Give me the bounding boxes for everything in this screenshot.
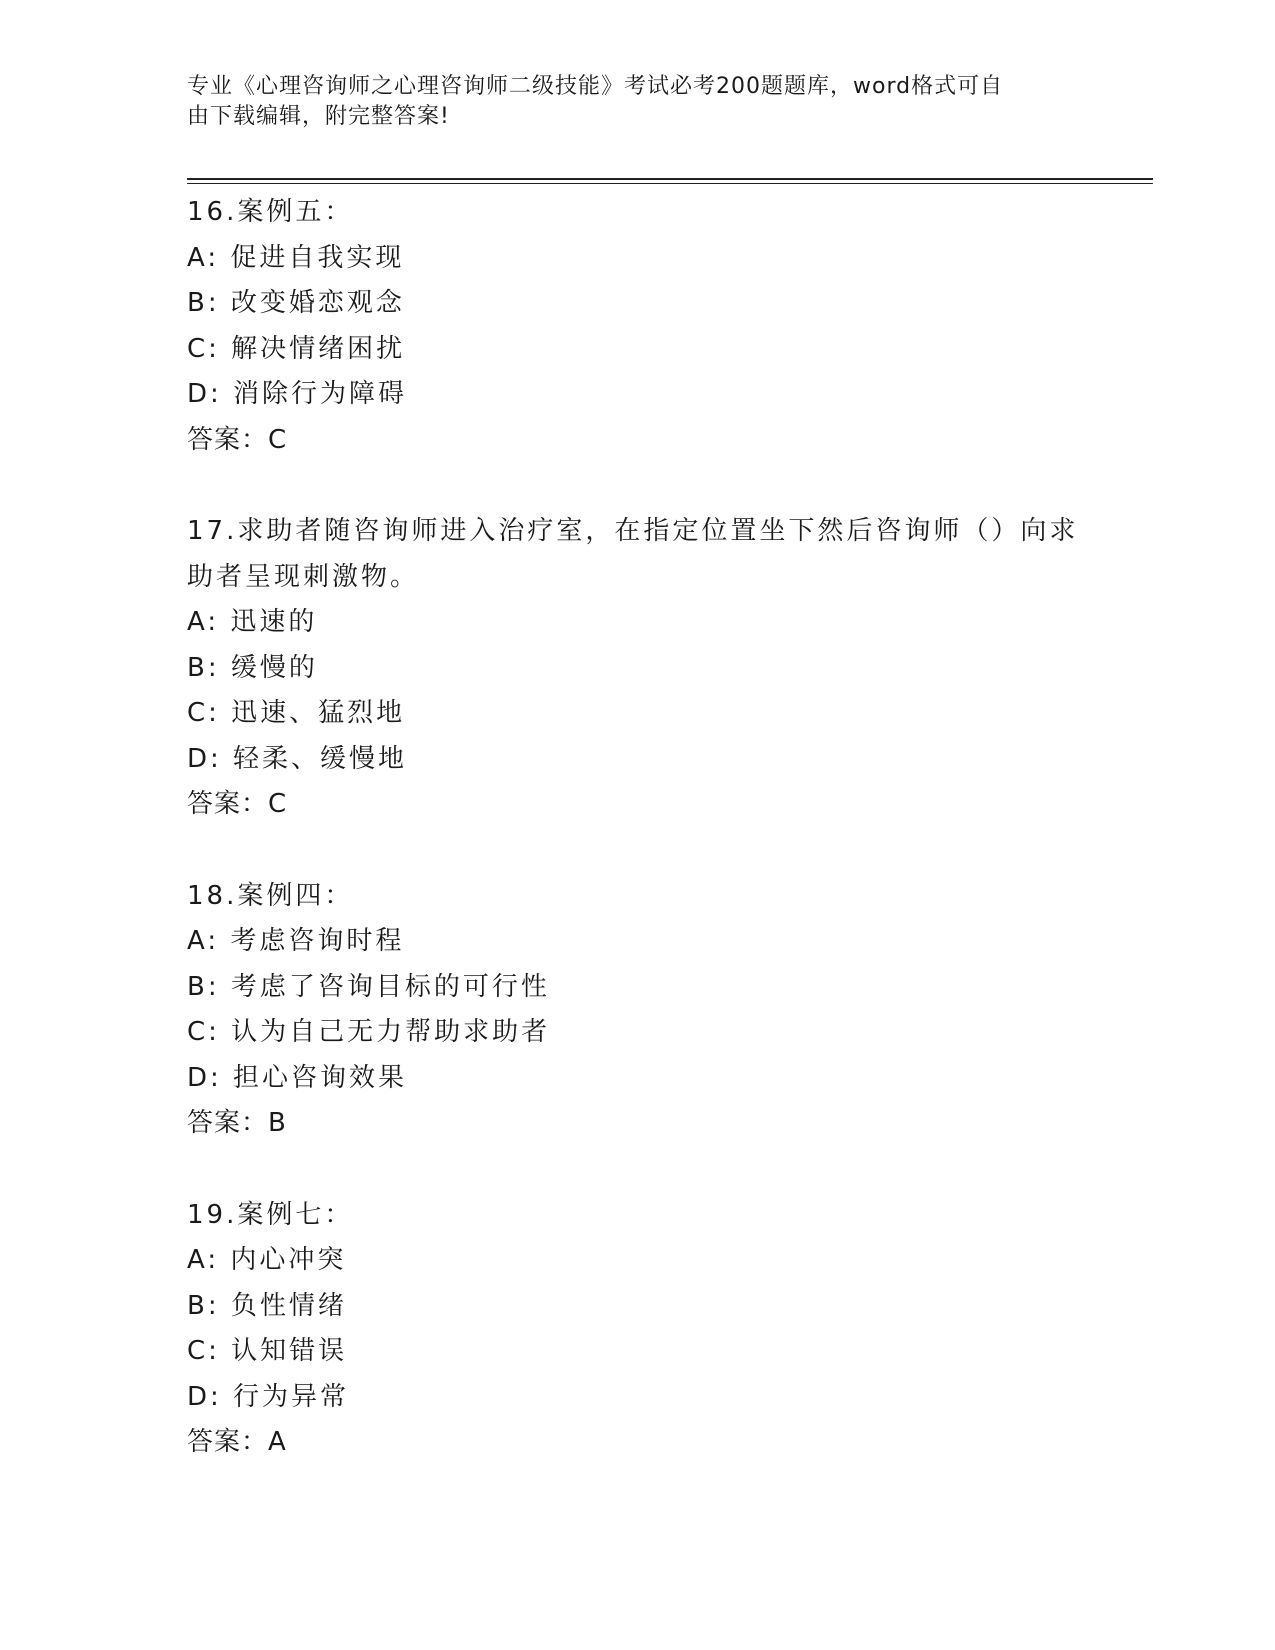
option-c: C: 认为自己无力帮助求助者 <box>187 1017 551 1047</box>
answer-line <box>187 782 1107 828</box>
option-d: D: 行为异常 <box>187 1381 350 1412</box>
option-a: A: 迅速的 <box>187 607 318 637</box>
question-stem: 19.案例七： <box>187 1199 354 1230</box>
option-b: B: 考虑了咨询目标的可行性 <box>187 971 550 1002</box>
answer-value: C <box>268 789 288 819</box>
option-c: C: 迅速、猛烈地 <box>187 698 406 728</box>
option-d: D: 轻柔、缓慢地 <box>187 743 408 774</box>
answer-label: 答案： <box>187 1427 269 1457</box>
answer-label: 答案： <box>187 424 269 455</box>
option-d: D: 担心咨询效果 <box>187 1062 408 1093</box>
answer-line <box>187 418 1107 464</box>
header-line-2: 由下载编辑，附完整答案! <box>187 104 450 129</box>
answer-label: 答案： <box>187 789 269 819</box>
answer-line <box>187 1420 1107 1466</box>
header-line-1: 专业《心理咨询师之心理咨询师二级技能》考试必考200题题库，word格式可自 <box>187 74 1004 99</box>
question-stem: 16.案例五： <box>187 197 354 227</box>
option-c: C: 认知错误 <box>187 1336 348 1366</box>
option-b: B: 负性情绪 <box>187 1290 347 1321</box>
option-d: D: 消除行为障碍 <box>187 379 408 409</box>
answer-value: A <box>268 1427 287 1457</box>
document-header <box>187 72 1067 132</box>
question-19 <box>187 1193 1107 1466</box>
option-c: C: 解决情绪困扰 <box>187 333 406 364</box>
question-stem: 17.求助者随咨询师进入治疗室，在指定位置坐下然后咨询师（）向求助者呈现刺激物。 <box>187 516 1079 592</box>
question-18 <box>187 874 1107 1147</box>
answer-value: C <box>268 424 288 455</box>
answer-value: B <box>268 1108 287 1138</box>
question-list <box>187 190 1107 1512</box>
question-stem: 18.案例四： <box>187 880 354 911</box>
answer-label: 答案： <box>187 1108 269 1138</box>
option-b: B: 改变婚恋观念 <box>187 288 405 318</box>
question-17 <box>187 509 1107 828</box>
option-a: A: 考虑咨询时程 <box>187 926 405 956</box>
option-a: A: 促进自我实现 <box>187 242 405 273</box>
header-rule-thick <box>187 178 1153 180</box>
option-b: B: 缓慢的 <box>187 652 318 683</box>
question-16 <box>187 190 1107 463</box>
answer-line <box>187 1101 1107 1147</box>
option-a: A: 内心冲突 <box>187 1245 347 1275</box>
header-rule-thin <box>187 183 1153 184</box>
